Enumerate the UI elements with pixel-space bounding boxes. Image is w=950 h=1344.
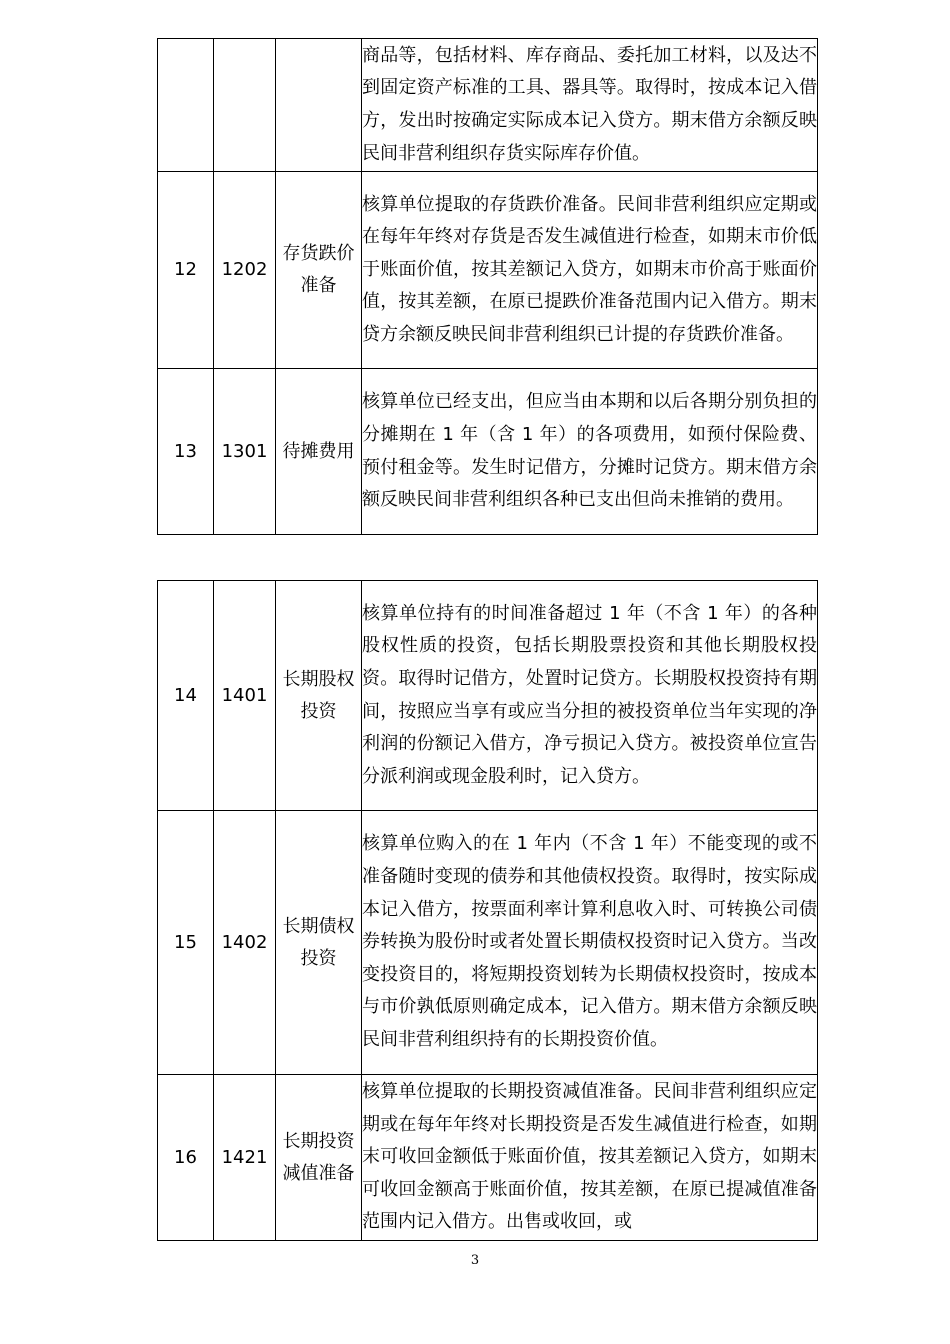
row-number: 15 (158, 811, 214, 1075)
page-number: 3 (470, 1253, 480, 1268)
account-code: 1301 (214, 369, 276, 535)
account-name: 长期债权投资 (276, 811, 362, 1075)
table-row (158, 172, 818, 369)
account-name: 长期股权投资 (276, 581, 362, 811)
table-row (158, 369, 818, 535)
account-table-bottom (157, 580, 818, 1241)
account-description: 核算单位提取的存货跌价准备。民间非营利组织应定期或在每年年终对存货是否发生减值进行检查，如期末市价低于账面价值，按其差额记入贷方，如期末市价高于账面价值，按其差额，在原已提跌价准备范围内记入借方。期末贷方余额反映民间非营利组织已计提的存货跌价准备。 (362, 172, 818, 369)
account-code: 1401 (214, 581, 276, 811)
account-name: 长期投资减值准备 (276, 1075, 362, 1241)
account-name: 存货跌价准备 (276, 172, 362, 369)
row-number: 13 (158, 369, 214, 535)
row-number: 14 (158, 581, 214, 811)
row-number (158, 39, 214, 172)
row-number: 16 (158, 1075, 214, 1241)
account-code (214, 39, 276, 172)
table-row (158, 811, 818, 1075)
account-table-top (157, 38, 818, 535)
account-description: 核算单位提取的长期投资减值准备。民间非营利组织应定期或在每年年终对长期投资是否发生减值进行检查，如期末可收回金额低于账面价值，按其差额记入贷方，如期末可收回金额高于账面价值，按其差额，在原已提减值准备范围内记入借方。出售或收回，或 (362, 1075, 818, 1241)
account-description: 核算单位已经支出，但应当由本期和以后各期分别负担的分摊期在 1 年（含 1 年）的各项费用，如预付保险费、预付租金等。发生时记借方，分摊时记贷方。期末借方余额反映民间非营利组织各种已支出但尚未推销的费用。 (362, 369, 818, 535)
table-row (158, 1075, 818, 1241)
account-code: 1421 (214, 1075, 276, 1241)
row-number: 12 (158, 172, 214, 369)
table-row (158, 39, 818, 172)
account-description: 商品等，包括材料、库存商品、委托加工材料，以及达不到固定资产标准的工具、器具等。取得时，按成本记入借方，发出时按确定实际成本记入贷方。期末借方余额反映民间非营利组织存货实际库存价值。 (362, 39, 818, 172)
account-name (276, 39, 362, 172)
table-row (158, 581, 818, 811)
account-name: 待摊费用 (276, 369, 362, 535)
account-code: 1402 (214, 811, 276, 1075)
account-description: 核算单位持有的时间准备超过 1 年（不含 1 年）的各种股权性质的投资，包括长期股票投资和其他长期股权投资。取得时记借方，处置时记贷方。长期股权投资持有期间，按照应当享有或应当分担的被投资单位当年实现的净利润的份额记入借方，净亏损记入贷方。被投资单位宣告分派利润或现金股利时，记入贷方。 (362, 581, 818, 811)
account-code: 1202 (214, 172, 276, 369)
account-description: 核算单位购入的在 1 年内（不含 1 年）不能变现的或不准备随时变现的债券和其他债权投资。取得时，按实际成本记入借方，按票面利率计算利息收入时、可转换公司债券转换为股份时或者处置长期债权投资时记入贷方。当改变投资目的，将短期投资划转为长期债权投资时，按成本与市价孰低原则确定成本，记入借方。期末借方余额反映民间非营利组织持有的长期投资价值。 (362, 811, 818, 1075)
